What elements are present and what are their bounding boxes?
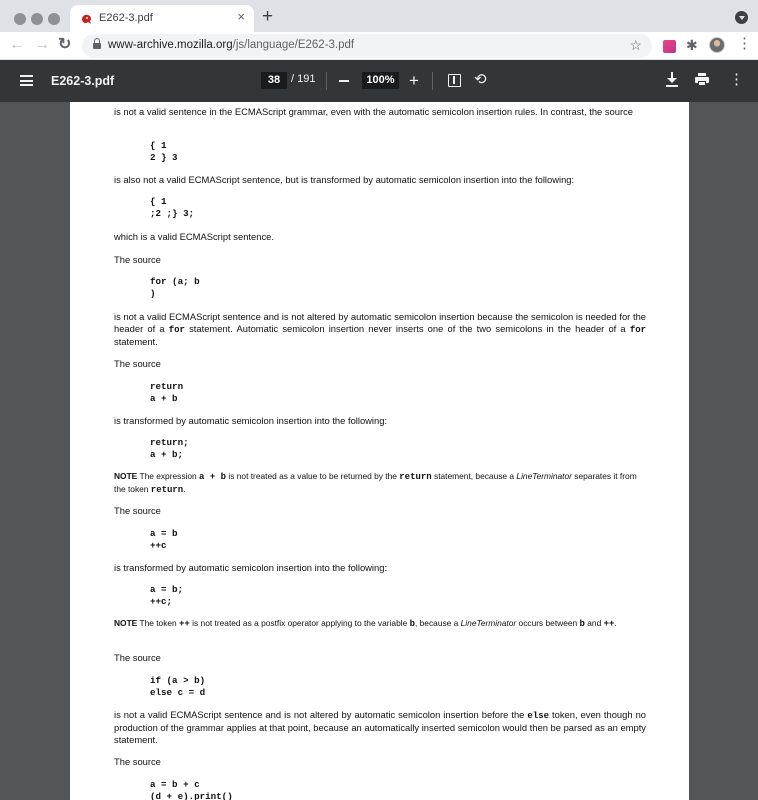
window-minimize-button[interactable]	[31, 13, 43, 25]
bookmark-star-icon[interactable]: ☆	[629, 37, 642, 53]
code-block: for (a; b )	[150, 276, 200, 299]
code-block: { 1 2 } 3	[150, 140, 178, 163]
toolbar-divider	[326, 72, 327, 90]
browser-toolbar	[0, 32, 758, 60]
inline-code: b	[409, 619, 415, 629]
paragraph: is not a valid sentence in the ECMAScript grammar, even with the automatic semicolon insertion rules. In contrast, the source	[114, 106, 633, 117]
inline-code: ++	[603, 619, 615, 629]
paragraph: which is a valid ECMAScript sentence.	[114, 231, 274, 242]
reload-icon[interactable]: ↻	[58, 36, 72, 53]
italic-term: LineTerminator	[516, 471, 572, 481]
tab-strip	[0, 0, 758, 32]
url-path: /js/language/E262-3.pdf	[232, 39, 355, 51]
fit-to-page-icon[interactable]	[448, 74, 461, 87]
zoom-out-icon[interactable]	[339, 80, 349, 82]
italic-term: LineTerminator	[460, 618, 517, 628]
page-number-input[interactable]: 38	[261, 72, 287, 89]
sidebar-menu-icon[interactable]	[20, 75, 33, 86]
paragraph	[114, 311, 646, 348]
pdf-page	[70, 102, 689, 800]
text-run: The expression	[139, 471, 197, 481]
paragraph	[114, 709, 646, 746]
lock-icon[interactable]	[93, 41, 101, 50]
tab-pdf[interactable]	[70, 5, 254, 32]
text-run: is not a valid ECMAScript sentence and is not altered by automatic semicolon insertion before the	[114, 709, 525, 720]
zoom-in-icon[interactable]: +	[409, 71, 419, 90]
text-run: is not treated as a postfix operator applying to the variable	[192, 618, 408, 628]
inline-code: ++	[179, 619, 190, 629]
back-arrow-icon[interactable]: ←	[9, 36, 25, 53]
page-total: / 191	[291, 73, 316, 85]
text-run: and	[587, 618, 602, 628]
note-label: NOTE	[114, 618, 138, 628]
paragraph: The source	[114, 756, 161, 767]
pdf-title: E262-3.pdf	[51, 74, 115, 88]
text-run: The token	[139, 618, 177, 628]
mozilla-dino-icon	[81, 13, 93, 25]
url-text[interactable]	[108, 39, 354, 51]
paragraph: The source	[114, 358, 161, 369]
window-maximize-button[interactable]	[48, 13, 60, 25]
window-close-button[interactable]	[14, 13, 26, 25]
extensions-puzzle-icon[interactable]: ✱	[686, 37, 698, 53]
inline-code: else	[527, 711, 549, 721]
profile-avatar[interactable]	[709, 37, 725, 53]
text-run: .	[183, 483, 186, 494]
rotate-icon[interactable]: ⟲	[474, 71, 487, 88]
tab-search-icon[interactable]	[735, 11, 748, 24]
paragraph: is transformed by automatic semicolon insertion into the following:	[114, 415, 388, 426]
inline-code: b	[579, 619, 585, 629]
paragraph: is transformed by automatic semicolon insertion into the following:	[114, 562, 388, 573]
inline-code: a + b	[199, 472, 227, 482]
inline-code: return	[399, 472, 432, 482]
note	[114, 618, 646, 631]
code-block: if (a > b) else c = d	[150, 675, 206, 698]
more-actions-icon[interactable]: ⋮	[729, 71, 744, 88]
tab-close-icon[interactable]: ×	[237, 9, 245, 24]
paragraph: The source	[114, 254, 161, 265]
code-block: { 1 ;2 ;} 3;	[150, 196, 195, 219]
code-block: return a + b	[150, 381, 184, 404]
text-run: statement. Automatic semicolon insertion never inserts one of the two semicolons in the header of a	[189, 323, 626, 334]
pdf-toolbar	[0, 60, 758, 102]
download-icon[interactable]	[666, 72, 678, 88]
text-run: token, even though no production of the grammar applies at that point, because an automatically inserted semicolon would then be parsed as an empty statement.	[114, 709, 646, 745]
browser-menu-icon[interactable]: ⋮	[737, 35, 752, 52]
inline-code: return	[150, 484, 184, 495]
note	[114, 471, 646, 496]
text-run: , because a	[415, 618, 459, 628]
text-run: is not a valid ECMAScript sentence and is not altered by automatic semicolon insertion because the semicolon is needed for the header of a	[114, 311, 646, 334]
extension-icon[interactable]	[663, 40, 676, 53]
toolbar-divider	[432, 72, 433, 90]
text-run: occurs between	[518, 618, 578, 628]
code-block: a = b; ++c;	[150, 584, 184, 607]
zoom-level-input[interactable]: 100%	[362, 72, 399, 89]
tab-title: E262-3.pdf	[99, 12, 153, 24]
text-run: statement.	[114, 336, 158, 347]
new-tab-button[interactable]: +	[262, 6, 274, 27]
print-icon[interactable]	[695, 73, 709, 87]
text-run: .	[614, 618, 617, 628]
url-host: www-archive.mozilla.org	[108, 39, 233, 51]
paragraph: The source	[114, 652, 161, 663]
inline-code: for	[629, 325, 647, 335]
pdf-viewer[interactable]	[0, 102, 758, 800]
code-block: a = b ++c	[150, 528, 178, 551]
note-label: NOTE	[114, 471, 138, 481]
paragraph: The source	[114, 505, 161, 516]
forward-arrow-icon[interactable]: →	[34, 36, 50, 53]
code-block: return; a + b;	[150, 437, 189, 460]
text-run: is not treated as a value to be returned by the	[228, 471, 397, 481]
paragraph: is also not a valid ECMAScript sentence, but is transformed by automatic semicolon insertion into the following:	[114, 174, 575, 185]
text-run: separates it from the token	[114, 471, 637, 494]
text-run: statement, because a	[434, 471, 515, 481]
code-block: a = b + c (d + e).print()	[150, 779, 233, 800]
inline-code: for	[168, 325, 185, 335]
address-bar[interactable]	[82, 34, 652, 58]
